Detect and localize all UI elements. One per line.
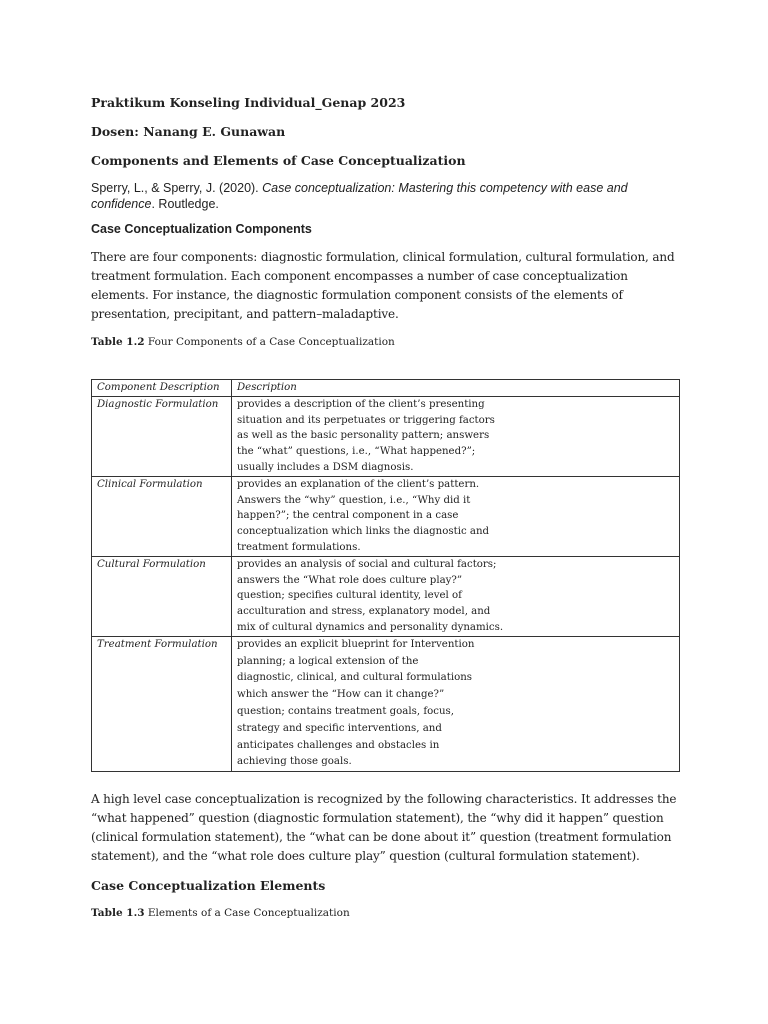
table-row	[92, 396, 680, 476]
component-name: Treatment Formulation	[92, 636, 232, 771]
component-description-cell	[232, 556, 680, 636]
reference-authors: Sperry, L., & Sperry, J. (2020).	[91, 181, 263, 195]
table-row	[92, 636, 680, 771]
component-name: Cultural Formulation	[92, 556, 232, 636]
header-component: Component Description	[92, 380, 232, 397]
topic-heading: Components and Elements of Case Conceptualization	[91, 153, 466, 168]
component-description-cell	[232, 636, 680, 771]
component-description-cell	[232, 396, 680, 476]
elements-heading: Case Conceptualization Elements	[91, 878, 326, 893]
component-description-cell	[232, 476, 680, 556]
table-1-2-caption-text: Four Components of a Case Conceptualization	[144, 336, 395, 348]
table-row	[92, 476, 680, 556]
components-paragraph: There are four components: diagnostic formulation, clinical formulation, cultural formulation, and treatment formulation. Each component encompasses a number of case conceptualization elements. For instance, the diagnostic formulation component consists of the elements of presentation, precipitant, and pattern–maladaptive.	[91, 250, 675, 321]
reference-citation	[91, 180, 681, 212]
components-heading: Case Conceptualization Components	[91, 222, 312, 236]
reference-publisher: . Routledge.	[151, 197, 219, 211]
table-1-3-caption	[91, 907, 350, 919]
table-header-row	[92, 380, 680, 397]
table-1-3-label: Table 1.3	[91, 907, 145, 919]
high-level-paragraph: A high level case conceptualization is recognized by the following characteristics. It addresses the “what happened” question (diagnostic formulation statement), the “why did it happen” question (clinical formulation statement), the “what can be done about it” question (treatment formulation statement), and the “what role does culture play” question (cultural formulation statement).	[91, 792, 677, 863]
header-description: Description	[232, 380, 680, 397]
reference-title: Case conceptualization: Mastering this competency with ease and confidence	[91, 181, 628, 211]
component-name: Diagnostic Formulation	[92, 396, 232, 476]
component-description: provides an explicit blueprint for Intervention planning; a logical extension of the diagnostic, clinical, and cultural formulations which answer the “How can it change?” question; contains treatment goals, focus, strategy and specific interventions, and anticipates challenges and obstacles in achieving those goals.	[237, 638, 475, 768]
table-1-3-caption-text: Elements of a Case Conceptualization	[144, 907, 350, 919]
table-1-2-label: Table 1.2	[91, 336, 145, 348]
components-table	[91, 379, 680, 772]
component-name: Clinical Formulation	[92, 476, 232, 556]
table-row	[92, 556, 680, 636]
component-description: provides an explanation of the client’s pattern. Answers the “why” question, i.e., “Why did it happen?”; the central component in a case conceptualization which links the diagnostic and treatment formulations.	[237, 478, 490, 553]
table-1-2-caption	[91, 336, 395, 348]
component-description: provides an analysis of social and cultural factors; answers the “What role does culture play?” question; specifies cultural identity, level of acculturation and stress, explanatory model, and mix of cultural dynamics and personality dynamics.	[237, 558, 504, 633]
component-description: provides a description of the client’s presenting situation and its perpetuates or triggering factors as well as the basic personality pattern; answers the “what” questions, i.e., “What happened?”; usually includes a DSM diagnosis.	[237, 398, 495, 473]
lecturer-line: Dosen: Nanang E. Gunawan	[91, 124, 286, 139]
course-title: Praktikum Konseling Individual_Genap 2023	[91, 95, 406, 110]
